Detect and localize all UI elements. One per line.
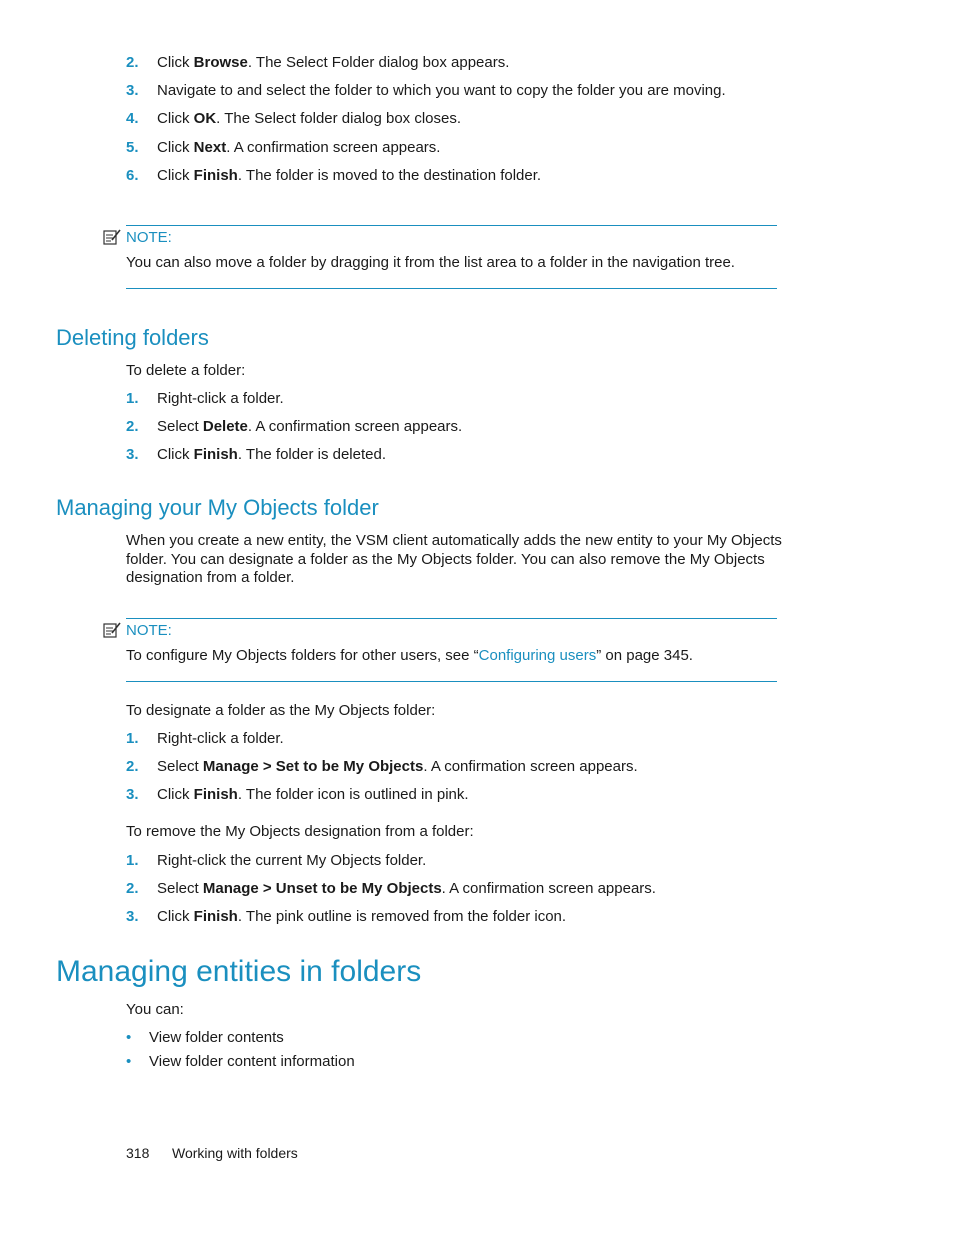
paragraph-line: When you create a new entity, the VSM client automatically adds the new entity to your My Objects (126, 532, 782, 549)
note-icon (103, 229, 121, 245)
footer-section-title: Working with folders (172, 1145, 298, 1161)
step-number: 2. (126, 54, 139, 71)
note-label: NOTE: (126, 229, 172, 246)
note-icon (103, 622, 121, 638)
step-number: 2. (126, 418, 139, 435)
step-number: 3. (126, 908, 139, 925)
chapter-heading-entities: Managing entities in folders (56, 955, 422, 988)
step-text: Select Delete. A confirmation screen appears. (157, 418, 463, 435)
step-number: 3. (126, 446, 139, 463)
note-text: To configure My Objects folders for other users, see “Configuring users” on page 345. (126, 647, 693, 664)
list-item-text: View folder contents (149, 1029, 284, 1046)
paragraph-line: folder. You can designate a folder as the My Objects folder. You can also remove the My Objects (126, 551, 765, 568)
step-number: 1. (126, 390, 139, 407)
list-item-text: View folder content information (149, 1053, 355, 1070)
paragraph: You can: (126, 1001, 184, 1018)
note-top-rule (126, 225, 777, 226)
step-number: 5. (126, 139, 139, 156)
paragraph-line: designation from a folder. (126, 569, 295, 586)
step-text: Click Finish. The pink outline is removed from the folder icon. (157, 908, 567, 925)
step-text: Click OK. The Select folder dialog box closes. (157, 110, 462, 127)
step-text: Click Finish. The folder is deleted. (157, 446, 386, 463)
note-bottom-rule (126, 288, 777, 289)
page-number: 318 (126, 1145, 150, 1161)
note-text: You can also move a folder by dragging it from the list area to a folder in the navigation tree. (126, 254, 735, 271)
step-number: 2. (126, 880, 139, 897)
step-number: 3. (126, 786, 139, 803)
step-number: 3. (126, 82, 139, 99)
step-text: Navigate to and select the folder to which you want to copy the folder you are moving. (157, 82, 726, 99)
step-text: Select Manage > Unset to be My Objects. A confirmation screen appears. (157, 880, 656, 897)
step-number: 2. (126, 758, 139, 775)
note-bottom-rule (126, 681, 777, 682)
step-text: Right-click the current My Objects folder. (157, 852, 427, 869)
step-text: Click Browse. The Select Folder dialog box appears. (157, 54, 510, 71)
step-number: 1. (126, 852, 139, 869)
step-text: Right-click a folder. (157, 730, 284, 747)
note-top-rule (126, 618, 777, 619)
paragraph: To designate a folder as the My Objects folder: (126, 702, 436, 719)
bullet-icon: • (126, 1029, 132, 1046)
paragraph: To remove the My Objects designation from a folder: (126, 823, 474, 840)
paragraph: To delete a folder: (126, 362, 246, 379)
bullet-icon: • (126, 1053, 132, 1070)
section-heading-my-objects: Managing your My Objects folder (56, 495, 379, 520)
step-text: Click Finish. The folder icon is outlined in pink. (157, 786, 469, 803)
step-number: 6. (126, 167, 139, 184)
step-text: Click Next. A confirmation screen appears. (157, 139, 441, 156)
step-number: 4. (126, 110, 139, 127)
step-text: Select Manage > Set to be My Objects. A confirmation screen appears. (157, 758, 638, 775)
step-text: Click Finish. The folder is moved to the destination folder. (157, 167, 542, 184)
step-text: Right-click a folder. (157, 390, 284, 407)
section-heading-deleting: Deleting folders (56, 325, 209, 350)
note-label: NOTE: (126, 622, 172, 639)
configuring-users-link[interactable]: Configuring users (478, 647, 597, 664)
step-number: 1. (126, 730, 139, 747)
